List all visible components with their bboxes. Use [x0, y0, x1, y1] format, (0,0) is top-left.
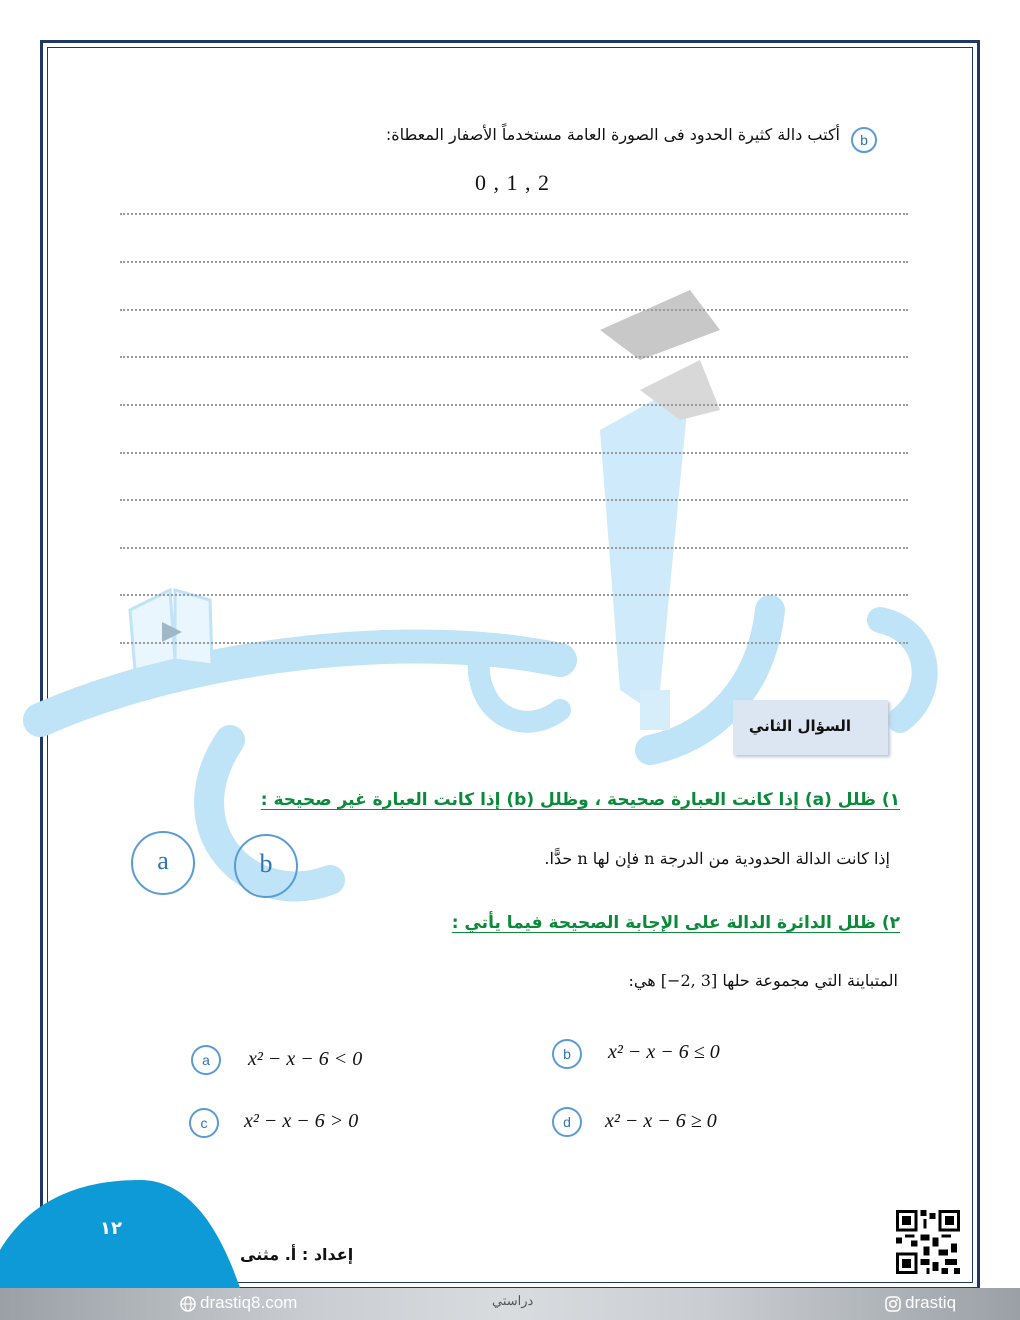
part2-heading: ٢) ظلل الدائرة الدالة على الإجابة الصحيحة فيما يأتي : — [451, 913, 900, 933]
answer-line — [120, 452, 908, 454]
page-number: ١٢ — [100, 1218, 122, 1239]
answer-line — [120, 547, 908, 549]
option-d-circle[interactable]: d — [552, 1107, 582, 1137]
answer-choice-a[interactable]: a — [131, 831, 195, 895]
answer-line — [120, 213, 908, 215]
option-a-circle[interactable]: a — [191, 1045, 221, 1075]
question-b-text: أكتب دالة كثيرة الحدود فى الصورة العامة مستخدماً الأصفار المعطاة: — [385, 125, 840, 144]
option-b-text: x² − x − 6 ≤ 0 — [608, 1041, 720, 1063]
part1-heading: ١) ظلل (a) إذا كانت العبارة صحيحة ، وظلل (b) إذا كانت العبارة غير صحيحة : — [260, 790, 900, 810]
footer-logo: دراستي — [492, 1294, 534, 1309]
qr-code — [896, 1210, 960, 1274]
given-zeros: 0 , 1 , 2 — [475, 170, 550, 195]
option-a-text: x² − x − 6 < 0 — [248, 1048, 363, 1070]
answer-line — [120, 594, 908, 596]
answer-line — [120, 261, 908, 263]
answer-line — [120, 356, 908, 358]
website-link[interactable]: drastiq8.com — [200, 1293, 298, 1312]
option-d-text: x² − x − 6 ≥ 0 — [605, 1110, 717, 1132]
answer-line — [120, 642, 908, 644]
instagram-icon — [885, 1296, 901, 1312]
answer-line — [120, 499, 908, 501]
page-border-inner — [47, 47, 973, 1283]
question-b-marker: b — [851, 127, 877, 153]
section-title: السؤال الثاني — [748, 717, 852, 735]
answer-line — [120, 404, 908, 406]
instagram-handle[interactable]: drastiq — [905, 1293, 957, 1312]
answer-choice-b[interactable]: b — [234, 834, 298, 898]
option-b-circle[interactable]: b — [552, 1039, 582, 1069]
globe-icon — [180, 1296, 196, 1312]
answer-line — [120, 309, 908, 311]
page-number-badge — [0, 1180, 260, 1290]
true-false-statement: إذا كانت الدالة الحدودية من الدرجة n فإن لها n حدًّا. — [544, 849, 890, 868]
author-credit: إعداد : أ. مثنى — [240, 1245, 354, 1264]
mcq-question: المتباينة التي مجموعة حلها [3 ,2−] هي: — [628, 971, 898, 990]
option-c-circle[interactable]: c — [189, 1108, 219, 1138]
option-c-text: x² − x − 6 > 0 — [244, 1110, 359, 1132]
